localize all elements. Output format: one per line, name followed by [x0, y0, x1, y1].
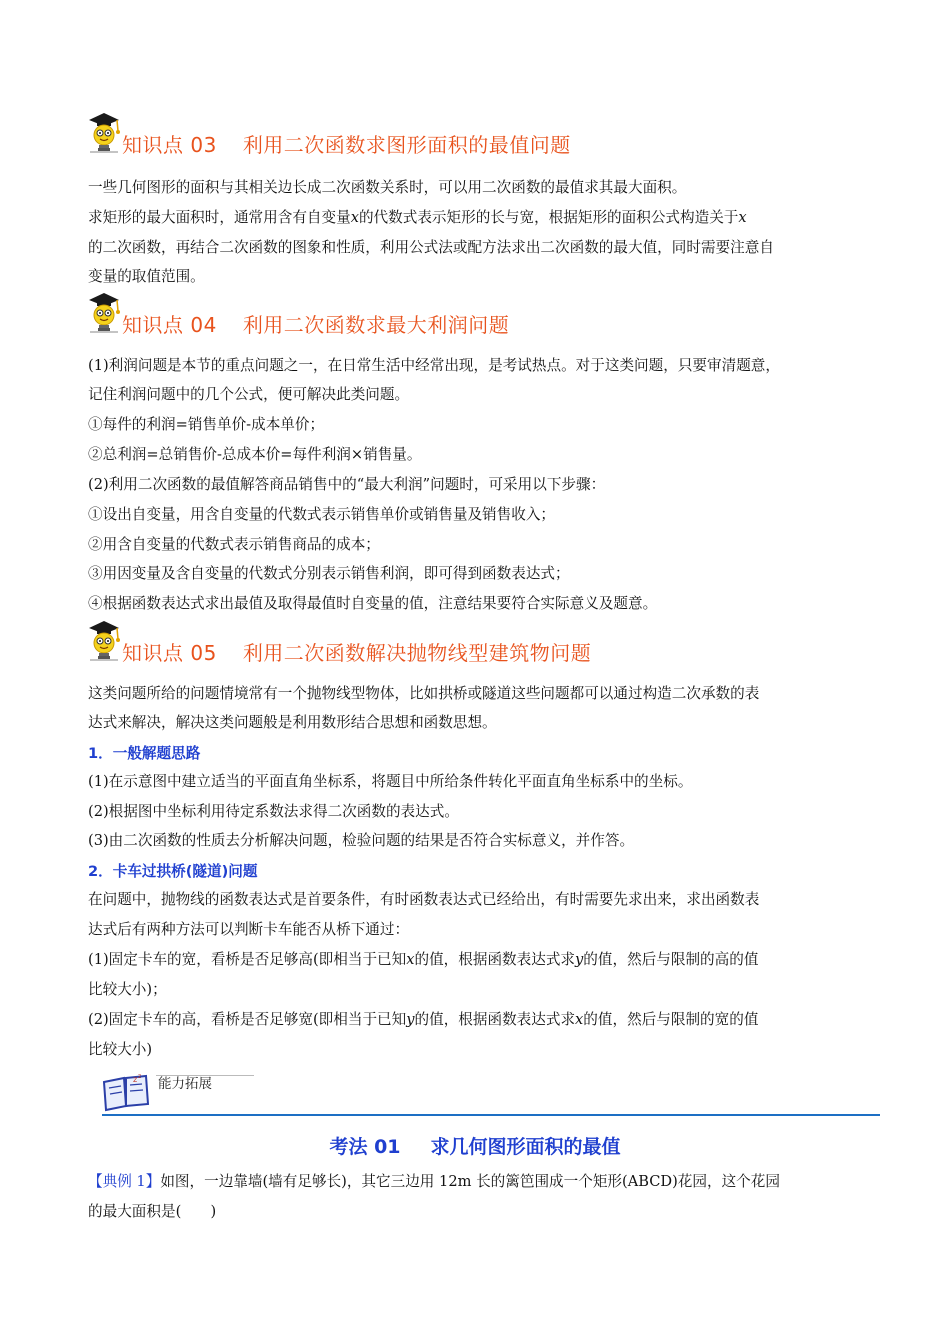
method01-label: 考法 01 [329, 1136, 401, 1158]
kp04-step: ③用因变量及含自变量的代数式分别表示销售利润，即可得到函数表达式； [88, 565, 570, 582]
kp05-paragraph: 达式来解决，解决这类问题般是利用数形结合思想和函数思想。 [88, 714, 497, 731]
scholar-lightbulb-icon [86, 292, 122, 338]
kp04-step: ④根据函数表达式求出最值及取得最值时自变量的值，注意结果要符合实际意义及题意。 [88, 595, 658, 612]
variable-x: x [738, 209, 747, 226]
kp04-formula: ②总利润=总销售价-总成本价=每件利润×销售量。 [88, 446, 422, 463]
kp05-step: (2)根据图中坐标利用待定系数法求得二次函数的表达式。 [88, 803, 459, 820]
kp04-paragraph: (2)利用二次函数的最值解答商品销售中的“最大利润”问题时，可采用以下步骤： [88, 476, 606, 493]
scholar-lightbulb-icon [86, 112, 122, 158]
knowledge-point-03-title [122, 129, 571, 158]
kp05-subheading-general-approach: 1．一般解题思路 [88, 745, 201, 762]
kp05-label: 知识点 05 [122, 641, 217, 665]
example-1-question: 【典例 1】如图，一边靠墙(墙有足够长)，其它三边用 12m 长的篱笆围成一个矩形(ABCD)花园，这个花园 [88, 1173, 780, 1190]
knowledge-point-04-heading [86, 292, 846, 340]
method-01-title [0, 1132, 950, 1159]
kp04-step: ②用含自变量的代数式表示销售商品的成本； [88, 536, 380, 553]
variable-x: x [350, 209, 359, 226]
kp05-paragraph: 这类问题所给的问题情境常有一个抛物线型物体，比如拱桥或隧道这些问题都可以通过构造二次承数的表 [88, 685, 760, 702]
kp05-method: (2)固定卡车的高，看桥是否足够宽(即相当于已知y的值，根据函数表达式求x的值，然后与限制的宽的值 [88, 1011, 759, 1028]
kp03-paragraph: 变量的取值范围。 [88, 268, 205, 285]
kp05-paragraph: 在问题中，抛物线的函数表达式是首要条件，有时函数表达式已经给出，有时需要先求出来，求出函数表 [88, 891, 760, 908]
knowledge-point-05-title [122, 637, 591, 666]
svg-text:z: z [133, 1075, 138, 1084]
kp05-method: 比较大小)； [88, 981, 167, 998]
kp03-title-text: 利用二次函数求图形面积的最值问题 [242, 133, 571, 157]
kp03-paragraph: 求矩形的最大面积时，通常用含有自变量x的代数式表示矩形的长与宽，根据矩形的面积公式构造关于x [88, 209, 747, 226]
scholar-lightbulb-icon [86, 620, 122, 666]
kp04-formula: ①每件的利润=销售单价-成本单价； [88, 416, 325, 433]
kp04-title-text: 利用二次函数求最大利润问题 [242, 313, 510, 337]
variable-y: y [575, 951, 584, 968]
kp05-method: (1)固定卡车的宽，看桥是否足够高(即相当于已知x的值，根据函数表达式求y的值，然后与限制的高的值 [88, 951, 759, 968]
kp03-paragraph: 一些几何图形的面积与其相关边长成二次函数关系时，可以用二次函数的最值求其最大面积。 [88, 179, 687, 196]
kp04-paragraph: 记住利润问题中的几个公式，便可解决此类问题。 [88, 386, 410, 403]
kp05-subheading-truck-bridge: 2．卡车过拱桥(隧道)问题 [88, 863, 258, 880]
kp05-paragraph: 达式后有两种方法可以判断卡车能否从桥下通过： [88, 921, 410, 938]
variable-x: x [575, 1011, 584, 1028]
open-book-icon [100, 1072, 152, 1112]
knowledge-point-05-heading [86, 620, 846, 668]
kp03-label: 知识点 03 [122, 133, 217, 157]
knowledge-point-04-title [122, 309, 509, 338]
section-divider [102, 1114, 880, 1116]
ability-extension-banner [100, 1068, 260, 1114]
kp03-paragraph: 的二次函数，再结合二次函数的图象和性质，利用公式法或配方法求出二次函数的最大值，同时需要注意自 [88, 239, 774, 256]
kp04-paragraph: (1)利润问题是本节的重点问题之一，在日常生活中经常出现，是考试热点。对于这类问题，只要审清题意， [88, 357, 780, 374]
knowledge-point-03-heading [86, 112, 846, 160]
ability-label: 能力拓展 [158, 1076, 212, 1092]
example-tag: 【典例 1】 [88, 1173, 161, 1190]
variable-x: x [406, 951, 415, 968]
svg-text:z: z [138, 1073, 142, 1080]
kp05-title-text: 利用二次函数解决抛物线型建筑物问题 [242, 641, 592, 665]
kp04-step: ①设出自变量，用含自变量的代数式表示销售单价或销售量及销售收入； [88, 506, 556, 523]
kp05-method: 比较大小) [88, 1041, 153, 1058]
kp05-step: (3)由二次函数的性质去分析解决问题，检验问题的结果是否符合实标意义，并作答。 [88, 832, 635, 849]
method01-title-text: 求几何图形面积的最值 [430, 1136, 621, 1158]
kp05-step: (1)在示意图中建立适当的平面直角坐标系，将题目中所给条件转化平面直角坐标系中的坐标。 [88, 773, 693, 790]
kp04-label: 知识点 04 [122, 313, 217, 337]
variable-y: y [406, 1011, 415, 1028]
example-1-question: 的最大面积是( ) [88, 1203, 217, 1220]
